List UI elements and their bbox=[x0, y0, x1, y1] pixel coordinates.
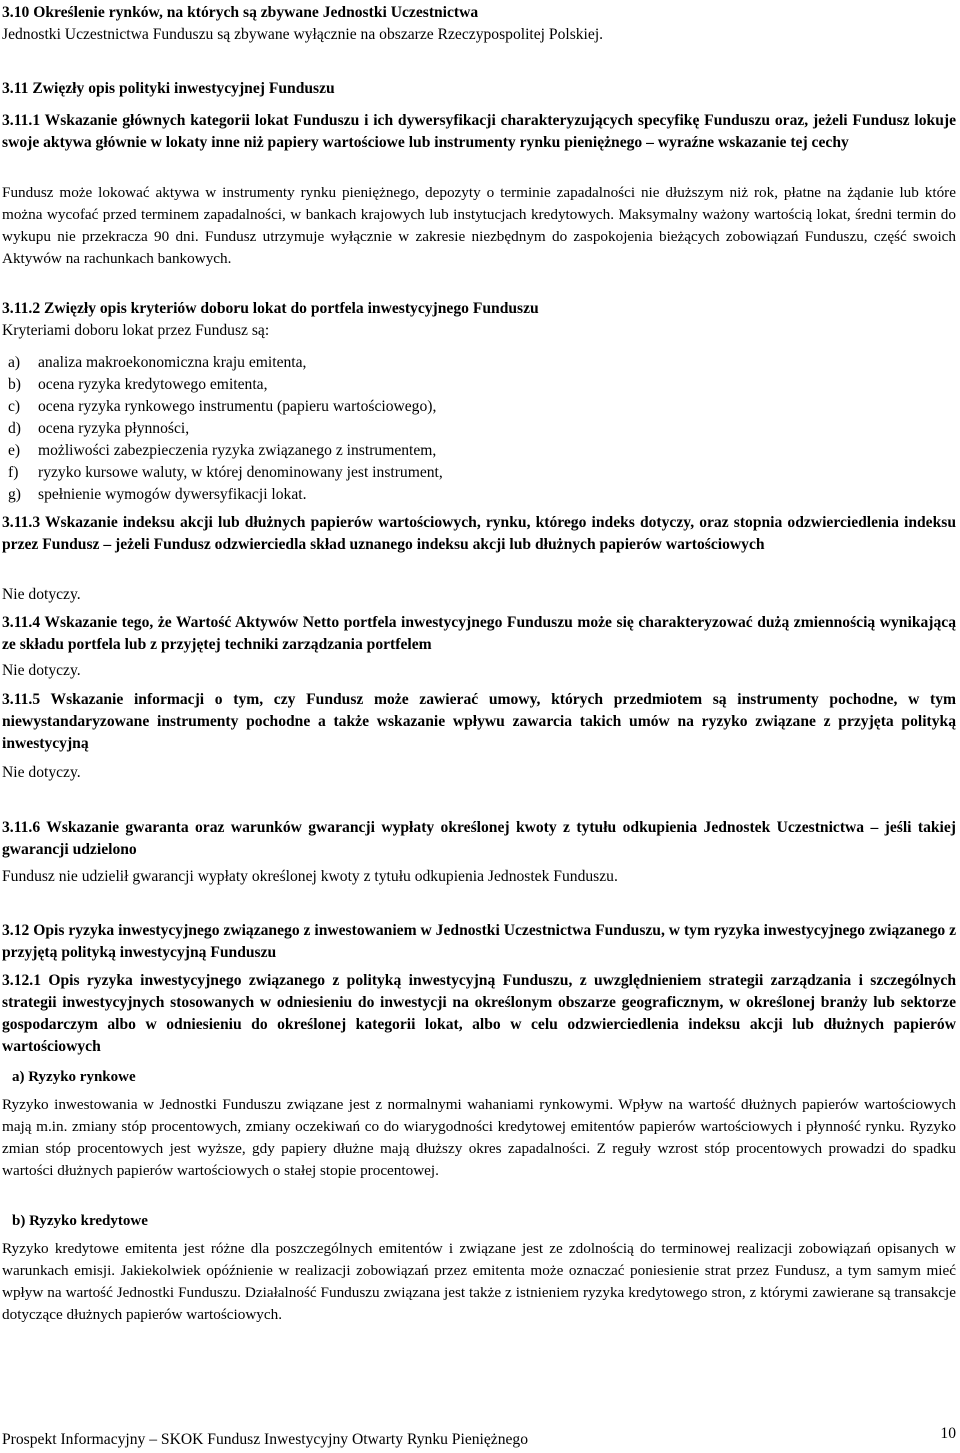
subsection-heading-3-11-4: 3.11.4 Wskazanie tego, że Wartość Aktywów Netto portfela inwestycyjnego Funduszu może się charakteryzować dużą zmiennością wynikającą ze składu portfela lub z przyjętej techniki zarządzania portfelem bbox=[2, 614, 956, 653]
subsection-heading-3-11-3: 3.11.3 Wskazanie indeksu akcji lub dłużnych papierów wartościowych, rynku, którego indeks dotyczy, oraz stopnia odzwierciedlenia indeksu przez Fundusz – jeżeli Fundusz odzwierciedla skład uznanego indeksu akcji lub dłużnych papierów wartościowych bbox=[2, 514, 956, 553]
risk-heading-credit: b) Ryzyko kredytowe bbox=[12, 1213, 148, 1229]
subsection-intro-3-11-2: Kryteriami doboru lokat przez Fundusz są: bbox=[2, 322, 270, 339]
list-item: d) ocena ryzyka płynności, bbox=[8, 420, 190, 437]
subsection-text-3-11-1: Fundusz może lokować aktywa w instrumenty rynku pieniężnego, depozyty o terminie zapadalności nie dłuższym niż rok, płatne na żądanie lub które można wycofać przed terminem zapadalności, w bankach krajowych lub instytucjach kredytowych. Maksymalny ważony wartością lokat, średni termin do wykupu nie przekracza 90 dni. Fundusz utrzymuje wyłącznie w zakresie niezbędnym do zaspokojenia bieżących zobowiązań Funduszu, część swoich Aktywów na rachunkach bankowych. bbox=[2, 184, 956, 267]
section-heading-3-12: 3.12 Opis ryzyka inwestycyjnego związanego z inwestowaniem w Jednostki Uczestnictwa Funduszu, w tym ryzyka inwestycyjnego związanego z przyjętą polityką inwestycyjną Funduszu bbox=[2, 922, 956, 961]
criteria-list bbox=[2, 352, 443, 506]
subsection-text-3-11-6: Fundusz nie udzielił gwarancji wypłaty określonej kwoty z tytułu odkupienia Jednostek Funduszu. bbox=[2, 868, 618, 885]
footer-title: Prospekt Informacyjny – SKOK Fundusz Inwestycyjny Otwarty Rynku Pieniężnego bbox=[2, 1431, 529, 1448]
section-heading-3-10: 3.10 Określenie rynków, na których są zbywane Jednostki Uczestnictwa bbox=[2, 4, 479, 21]
section-text-3-10: Jednostki Uczestnictwa Funduszu są zbywane wyłącznie na obszarze Rzeczypospolitej Polskiej. bbox=[2, 26, 604, 43]
risk-text-credit: Ryzyko kredytowe emitenta jest różne dla poszczególnych emitentów i związane jest ze zdolnością do terminowej realizacji zobowiązań opisanych w warunkach emisji. Jakiekolwiek opóźnienie w realizacji zobowiązań przez emitenta może oznaczać poniesienie strat przez Fundusz, a tym samym mieć wpływ na wartość Jednostki Funduszu. Działalność Funduszu związana jest także z istnieniem ryzyka kredytowego stron, z którymi zawierane są transakcje dotyczące dłużnych papierów wartościowych. bbox=[2, 1240, 956, 1323]
list-item: b) ocena ryzyka kredytowego emitenta, bbox=[8, 376, 268, 393]
subsection-heading-3-11-5: 3.11.5 Wskazanie informacji o tym, czy Fundusz może zawierać umowy, których przedmiotem są instrumenty pochodne, w tym niewystandaryzowane instrumenty pochodne a także wskazanie wpływu zawarcia takich umów na ryzyko związane z przyjęta polityką inwestycyjną bbox=[2, 691, 956, 752]
list-item: a) analiza makroekonomiczna kraju emitenta, bbox=[8, 354, 307, 371]
subsection-heading-3-12-1: 3.12.1 Opis ryzyka inwestycyjnego związanego z polityką inwestycyjną Funduszu, z uwzględnieniem strategii zarządzania i szczególnych strategii inwestycyjnych stosowanych w odniesieniu do inwestycji na określonym obszarze geograficznym, w określonej branży lub sektorze gospodarczym albo w odniesieniu do określonej kategorii lokat, albo w celu odzwierciedlenia indeksu akcji lub dłużnych papierów wartościowych bbox=[2, 972, 956, 1055]
list-item: e) możliwości zabezpieczenia ryzyka związanego z instrumentem, bbox=[8, 442, 437, 459]
subsection-text-3-11-5: Nie dotyczy. bbox=[2, 764, 81, 781]
subsection-heading-3-11-6: 3.11.6 Wskazanie gwaranta oraz warunków gwarancji wypłaty określonej kwoty z tytułu odkupienia Jednostek Uczestnictwa – jeśli takiej gwarancji udzielono bbox=[2, 819, 956, 858]
risk-text-market: Ryzyko inwestowania w Jednostki Funduszu związane jest z normalnymi wahaniami rynkowymi. Wpływ na wartość dłużnych papierów wartościowych mają m.in. zmiany stóp procentowych, zmiany oczekiwań co do wiarygodności kredytowej emitentów papierów wartościowych i płynność rynku. Ryzyko zmian stóp procentowych jest wyższe, gdy papiery dłużne mają dłuższy okres zapadalności. Z reguły wzrost stóp procentowych prowadzi do spadku wartości dłużnych papierów wartościowych o stałej stopie procentowej. bbox=[2, 1096, 956, 1179]
section-heading-3-11: 3.11 Zwięzły opis polityki inwestycyjnej Funduszu bbox=[2, 80, 335, 97]
list-item: f) ryzyko kursowe waluty, w której denominowany jest instrument, bbox=[8, 464, 443, 481]
risk-heading-market: a) Ryzyko rynkowe bbox=[12, 1069, 136, 1085]
list-item: c) ocena ryzyka rynkowego instrumentu (papieru wartościowego), bbox=[8, 398, 437, 415]
subsection-heading-3-11-2: 3.11.2 Zwięzły opis kryteriów doboru lokat do portfela inwestycyjnego Funduszu bbox=[2, 300, 539, 317]
list-item: g) spełnienie wymogów dywersyfikacji lokat. bbox=[8, 486, 307, 503]
subsection-text-3-11-4: Nie dotyczy. bbox=[2, 662, 81, 679]
page-number: 10 bbox=[940, 1425, 956, 1442]
subsection-text-3-11-3: Nie dotyczy. bbox=[2, 586, 81, 603]
subsection-heading-3-11-1: 3.11.1 Wskazanie głównych kategorii lokat Funduszu i ich dywersyfikacji charakteryzujących specyfikę Funduszu oraz, jeżeli Fundusz lokuje swoje aktywa głównie w lokaty inne niż papiery wartościowe lub instrumenty rynku pieniężnego – wyraźne wskazanie tej cechy bbox=[2, 112, 956, 151]
